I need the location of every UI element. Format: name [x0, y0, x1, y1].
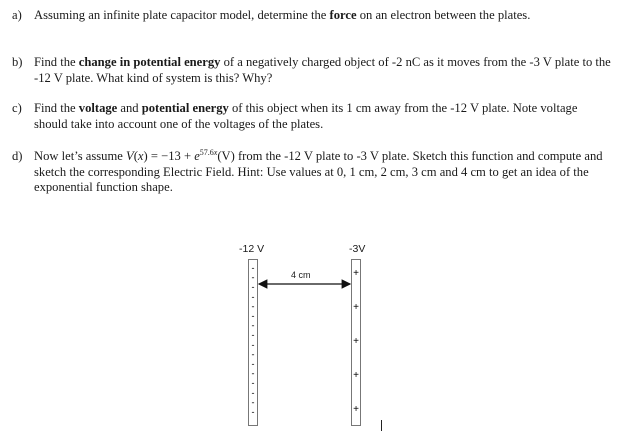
left-plate-signs: [252, 263, 255, 417]
separation-label: 4 cm: [291, 270, 311, 280]
positive-sign: +: [353, 302, 359, 313]
negative-sign: -: [251, 368, 255, 379]
negative-sign: -: [251, 378, 255, 389]
negative-sign: -: [251, 339, 255, 350]
question-c-label: c): [12, 101, 22, 115]
negative-sign: -: [251, 282, 255, 293]
negative-sign: -: [251, 407, 255, 417]
positive-sign: +: [353, 404, 359, 415]
question-d-text: Now let’s assume $V(x) = -13 + e^{57.6x}(V)$ from the -12 V plate to -3 V plate. Sketch this function and compute and sketch the corresponding Electric Field. Hint: Use values at 0, 1 cm, 2 cm, 3 cm and 4 cm to get an idea of the exponential function shape.: [34, 147, 603, 194]
question-d: [12, 149, 612, 196]
negative-sign: -: [251, 311, 255, 321]
right-plate-signs: [353, 268, 359, 415]
positive-sign: +: [353, 370, 359, 381]
question-d-label: d): [12, 149, 23, 163]
question-a: [12, 8, 612, 24]
positive-sign: +: [353, 336, 359, 347]
negative-sign: -: [251, 387, 255, 398]
right-plate-label: -3V: [349, 243, 366, 255]
negative-sign: -: [251, 349, 255, 360]
question-b-label: b): [12, 55, 23, 69]
positive-sign: +: [353, 268, 359, 279]
question-a-text: Assuming an infinite plate capacitor model, determine the force on an electron between the plates.: [34, 8, 531, 22]
question-b-text: Find the change in potential energy of a negatively charged object of -2 nC as it moves from the -3 V plate to the -12 V plate. What kind of system is this? Why?: [34, 55, 611, 85]
negative-sign: -: [251, 301, 255, 312]
negative-sign: -: [251, 359, 255, 369]
question-c-text: Find the voltage and potential energy of this object when its 1 cm away from the -12 V plate. Note voltage should take into account one of the voltages of the plates.: [34, 101, 578, 131]
question-a-label: a): [12, 8, 22, 22]
question-c: [12, 101, 612, 132]
text-cursor: [381, 420, 382, 431]
negative-sign: -: [251, 320, 255, 331]
question-b: [12, 55, 612, 86]
negative-sign: -: [251, 272, 255, 283]
left-plate: [249, 260, 258, 426]
negative-sign: -: [251, 330, 255, 341]
negative-sign: -: [251, 291, 255, 302]
left-plate-label: -12 V: [239, 243, 265, 255]
negative-sign: -: [251, 263, 255, 273]
right-plate: [352, 260, 361, 426]
negative-sign: -: [251, 397, 255, 408]
